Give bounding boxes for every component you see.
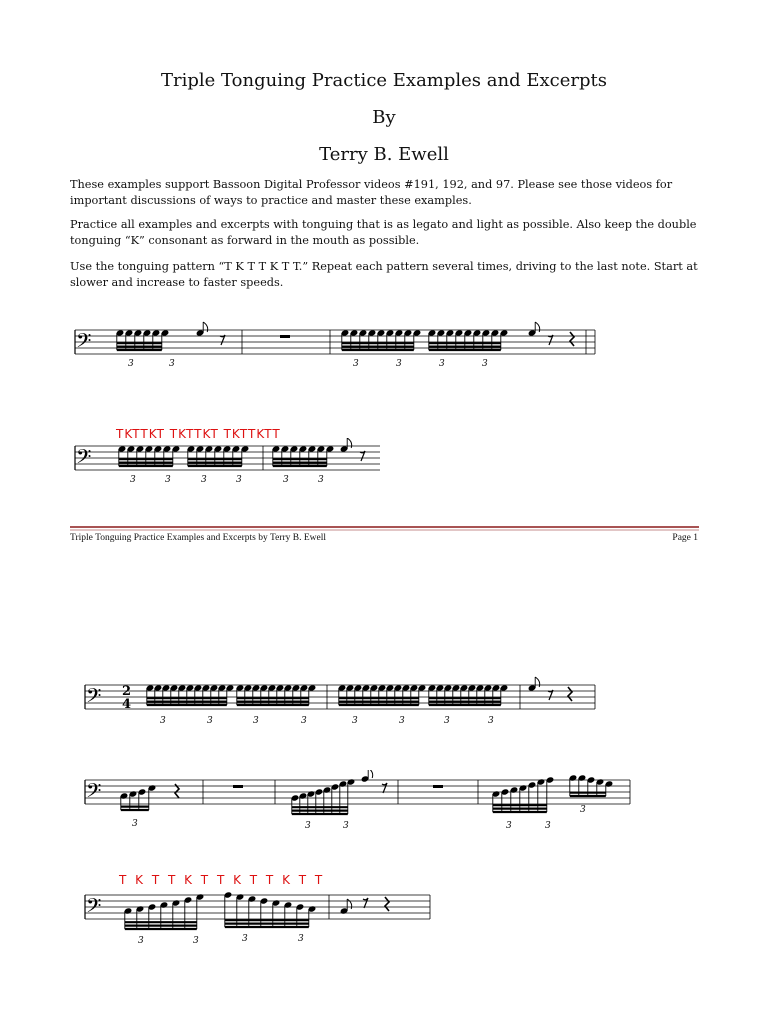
triplet-label: 3 (298, 934, 304, 944)
triplet-label: 3 (343, 821, 349, 831)
eighth-rest-icon (548, 335, 553, 345)
triplet-label: 3 (201, 475, 207, 485)
paragraph-intro: These examples support Bassoon Digital Professor videos #191, 192, and 97. Please see those videos for important discussions of ways to practice and master these examples. (70, 178, 673, 207)
bass-clef-icon: 𝄢 (86, 894, 102, 922)
bass-clef-icon: 𝄢 (76, 329, 92, 357)
triplet-label: 3 (301, 716, 307, 726)
eighth-rest-icon (382, 783, 387, 793)
triplet-label: 3 (207, 716, 213, 726)
time-signature-bottom: 4 (122, 697, 132, 712)
paragraph-pattern: Use the tonguing pattern “T K T T K T T.” Repeat each pattern several times, driving to the last note. Start at slower and increase to faster speeds. (70, 260, 698, 289)
triplet-label: 3 (506, 821, 512, 831)
triplet-label: 3 (580, 805, 586, 815)
triplet-label: 3 (128, 359, 134, 369)
triplet-label: 3 (396, 359, 402, 369)
tonguing-syllables-example-2: TKTTKT TKTTKT TKTTKTT (116, 427, 281, 441)
triplet-label: 3 (130, 475, 136, 485)
music-example-5 (80, 885, 435, 950)
bass-clef-icon: 𝄢 (76, 445, 92, 473)
triplet-label: 3 (283, 475, 289, 485)
eighth-rest-icon (363, 898, 368, 908)
triplet-label: 3 (165, 475, 171, 485)
time-signature-top: 2 (122, 684, 132, 699)
quarter-rest-icon (385, 897, 389, 911)
music-example-1 (70, 318, 600, 378)
triplet-label: 3 (193, 936, 199, 946)
footer-title: Triple Tonguing Practice Examples and Excerpts by Terry B. Ewell (70, 533, 326, 543)
triplet-label: 3 (236, 475, 242, 485)
triplet-label: 3 (305, 821, 311, 831)
document-title: Triple Tonguing Practice Examples and Excerpts (161, 70, 607, 91)
eighth-rest-icon (220, 335, 225, 345)
document-author: Terry B. Ewell (319, 144, 449, 165)
triplet-label: 3 (488, 716, 494, 726)
triplet-label: 3 (399, 716, 405, 726)
document-byline: By (372, 107, 396, 128)
triplet-label: 3 (353, 359, 359, 369)
footer-divider (70, 526, 699, 532)
eighth-rest-icon (548, 690, 553, 700)
triplet-label: 3 (444, 716, 450, 726)
triplet-label: 3 (318, 475, 324, 485)
paragraph-practice: Practice all examples and excerpts with tonguing that is as legato and light as possible. Also keep the double tonguing “K” consonant as forward in the mouth as possible. (70, 218, 697, 247)
quarter-rest-icon (568, 687, 572, 701)
music-example-4 (80, 770, 635, 835)
triplet-label: 3 (132, 819, 138, 829)
bass-clef-icon: 𝄢 (86, 684, 102, 712)
triplet-label: 3 (169, 359, 175, 369)
bass-clef-icon: 𝄢 (86, 779, 102, 807)
quarter-rest-icon (570, 332, 574, 346)
triplet-label: 3 (482, 359, 488, 369)
footer-page-number: Page 1 (672, 533, 698, 543)
triplet-label: 3 (160, 716, 166, 726)
triplet-label: 3 (138, 936, 144, 946)
eighth-rest-icon (360, 451, 365, 461)
music-example-2 (70, 438, 385, 498)
triplet-label: 3 (439, 359, 445, 369)
triplet-label: 3 (545, 821, 551, 831)
music-example-3 (80, 675, 600, 735)
triplet-label: 3 (242, 934, 248, 944)
triplet-label: 3 (352, 716, 358, 726)
tonguing-syllables-example-5: T K T T K T T K T T K T T (119, 873, 325, 887)
triplet-label: 3 (253, 716, 259, 726)
